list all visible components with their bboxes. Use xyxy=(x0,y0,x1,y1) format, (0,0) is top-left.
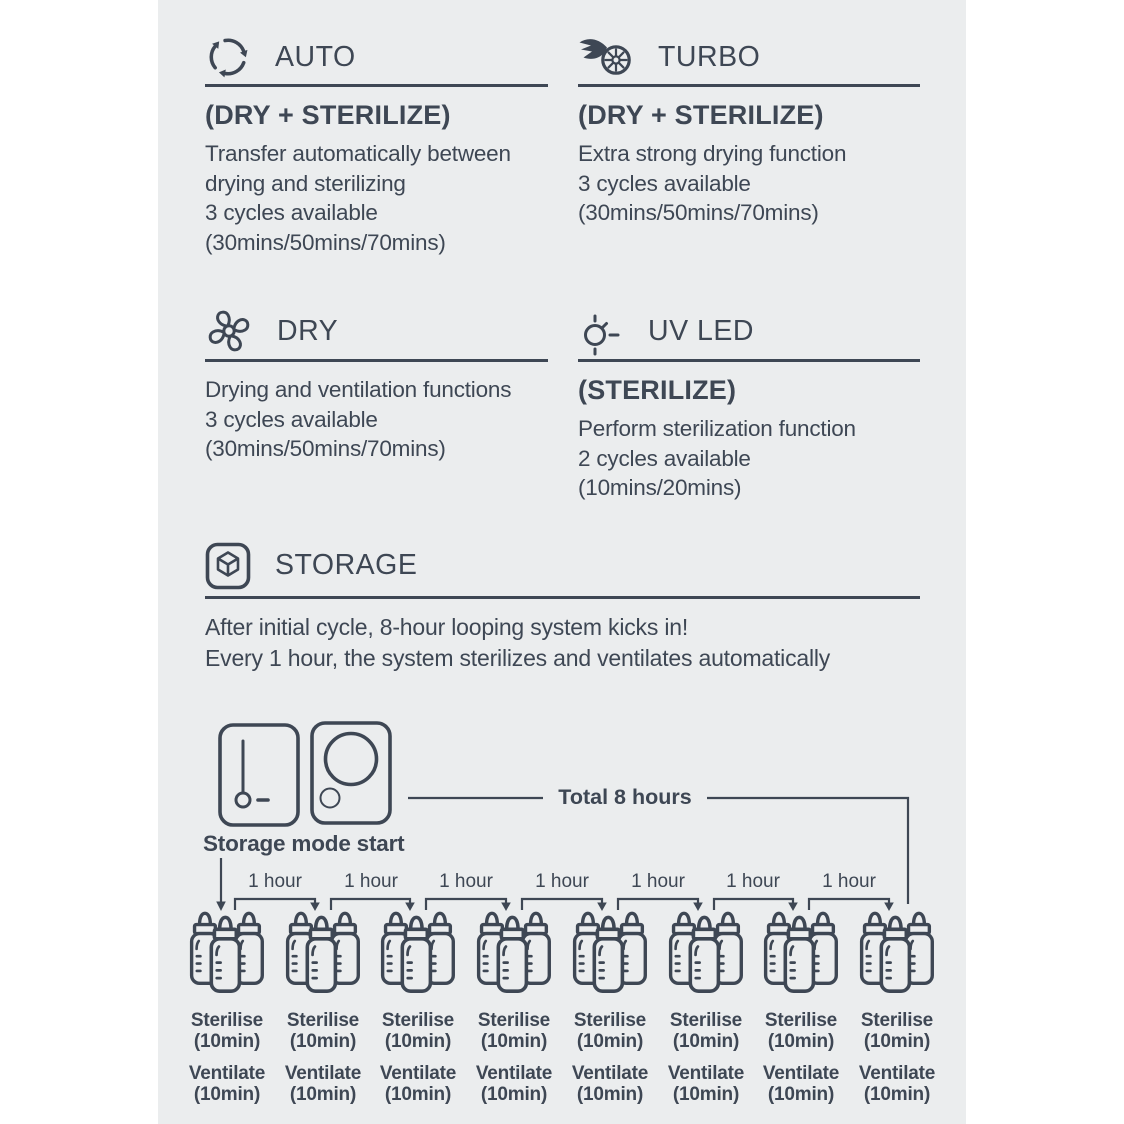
step-time: (10min) xyxy=(576,1031,644,1052)
baby-bottles-icon xyxy=(284,906,362,994)
section-turbo-header xyxy=(578,30,920,87)
step-time: (10min) xyxy=(767,1084,835,1105)
interval-label: 1 hour xyxy=(248,871,302,892)
uv-light-icon xyxy=(578,306,624,356)
cycle-label xyxy=(466,1010,562,1105)
body-line: drying and sterilizing xyxy=(205,170,406,196)
baby-bottles-icon xyxy=(379,906,457,994)
body-line: Drying and ventilation functions xyxy=(205,377,512,402)
body-line: 2 cycles available xyxy=(578,445,751,471)
section-subtitle: (DRY + STERILIZE) xyxy=(205,100,451,130)
step-label: Sterilise xyxy=(190,1010,264,1031)
step-label: Ventilate xyxy=(858,1063,936,1084)
step-label: Sterilise xyxy=(381,1010,455,1031)
baby-bottles-icon xyxy=(858,906,936,994)
baby-bottles-icon xyxy=(762,906,840,994)
step-time: (10min) xyxy=(289,1084,357,1105)
section-subtitle: (DRY + STERILIZE) xyxy=(578,100,824,130)
cycle-label xyxy=(562,1010,658,1105)
section-turbo xyxy=(578,30,920,228)
step-time: (10min) xyxy=(480,1031,548,1052)
section-uv-led-header xyxy=(578,303,920,362)
section-title: STORAGE xyxy=(275,549,418,582)
storage-box-icon xyxy=(205,541,251,591)
step-time: (10min) xyxy=(384,1084,452,1105)
section-body xyxy=(205,139,548,257)
body-line: (30mins/50mins/70mins) xyxy=(205,436,446,461)
step-label: Sterilise xyxy=(573,1010,647,1031)
interval-label: 1 hour xyxy=(726,871,780,892)
sterilizer-side-icon xyxy=(218,723,300,827)
interval-label: 1 hour xyxy=(344,871,398,892)
body-line: Transfer automatically between xyxy=(205,141,511,166)
step-time: (10min) xyxy=(863,1084,931,1105)
section-storage xyxy=(205,535,920,673)
step-label: Ventilate xyxy=(667,1063,745,1084)
step-time: (10min) xyxy=(480,1084,548,1105)
step-label: Ventilate xyxy=(284,1063,362,1084)
cycle-group xyxy=(179,906,275,1105)
step-time: (10min) xyxy=(863,1031,931,1052)
step-label: Ventilate xyxy=(571,1063,649,1084)
cycle-label xyxy=(179,1010,275,1105)
baby-bottles-icon xyxy=(475,906,553,994)
interval-label: 1 hour xyxy=(439,871,493,892)
section-title: DRY xyxy=(277,314,339,347)
turbo-icon xyxy=(578,35,634,79)
step-label: Sterilise xyxy=(477,1010,551,1031)
cycle-label xyxy=(849,1010,945,1105)
sterilizer-front-icon xyxy=(310,721,392,825)
section-uv-led xyxy=(578,303,920,503)
section-title: UV LED xyxy=(648,314,754,347)
body-line: 3 cycles available xyxy=(578,170,751,196)
section-auto xyxy=(205,30,548,257)
section-dry xyxy=(205,303,548,464)
cycle-group xyxy=(370,906,466,1105)
body-line: (30mins/50mins/70mins) xyxy=(205,229,446,255)
baby-bottles-icon xyxy=(667,906,745,994)
body-line: Every 1 hour, the system sterilizes and ventilates automatically xyxy=(205,644,831,671)
step-time: (10min) xyxy=(576,1084,644,1105)
fan-icon xyxy=(205,307,253,355)
cycle-group xyxy=(466,906,562,1105)
body-line: Extra strong drying function xyxy=(578,141,847,166)
storage-mode-start-label: Storage mode start xyxy=(203,831,405,856)
cycle-group xyxy=(753,906,849,1105)
section-body xyxy=(205,375,548,464)
cycle-arrows-icon xyxy=(205,34,251,80)
interval-label: 1 hour xyxy=(822,871,876,892)
step-time: (10min) xyxy=(672,1031,740,1052)
body-line: (30mins/50mins/70mins) xyxy=(578,200,819,225)
section-subtitle: (STERILIZE) xyxy=(578,375,737,405)
total-hours-label: Total 8 hours xyxy=(558,785,692,809)
cycle-group xyxy=(849,906,945,1105)
body-line: (10mins/20mins) xyxy=(578,475,742,500)
interval-label: 1 hour xyxy=(535,871,589,892)
baby-bottles-icon xyxy=(188,906,266,994)
step-time: (10min) xyxy=(767,1031,835,1052)
step-label: Ventilate xyxy=(475,1063,553,1084)
section-body xyxy=(205,612,920,673)
section-title: AUTO xyxy=(275,40,356,73)
step-time: (10min) xyxy=(672,1084,740,1105)
baby-bottles-icon xyxy=(571,906,649,994)
cycle-label xyxy=(753,1010,849,1105)
step-label: Sterilise xyxy=(669,1010,743,1031)
step-time: (10min) xyxy=(289,1031,357,1052)
section-body xyxy=(578,414,920,503)
cycle-label xyxy=(370,1010,466,1105)
body-line: 3 cycles available xyxy=(205,406,378,432)
cycle-label xyxy=(275,1010,371,1105)
step-label: Ventilate xyxy=(762,1063,840,1084)
cycle-group xyxy=(275,906,371,1105)
step-label: Ventilate xyxy=(379,1063,457,1084)
body-line: 3 cycles available xyxy=(205,200,378,225)
interval-label: 1 hour xyxy=(631,871,685,892)
step-label: Sterilise xyxy=(860,1010,934,1031)
section-auto-header xyxy=(205,30,548,87)
step-label: Sterilise xyxy=(764,1010,838,1031)
step-time: (10min) xyxy=(384,1031,452,1052)
step-label: Sterilise xyxy=(286,1010,360,1031)
section-dry-header xyxy=(205,303,548,362)
cycle-group xyxy=(562,906,658,1105)
step-label: Ventilate xyxy=(188,1063,266,1084)
step-time: (10min) xyxy=(193,1084,261,1105)
cycle-label xyxy=(658,1010,754,1105)
section-storage-header xyxy=(205,535,920,599)
section-body xyxy=(578,139,920,228)
cycle-group xyxy=(658,906,754,1105)
section-title: TURBO xyxy=(658,40,761,73)
step-time: (10min) xyxy=(193,1031,261,1052)
body-line: After initial cycle, 8-hour looping system kicks in! xyxy=(205,614,689,640)
body-line: Perform sterilization function xyxy=(578,416,856,441)
